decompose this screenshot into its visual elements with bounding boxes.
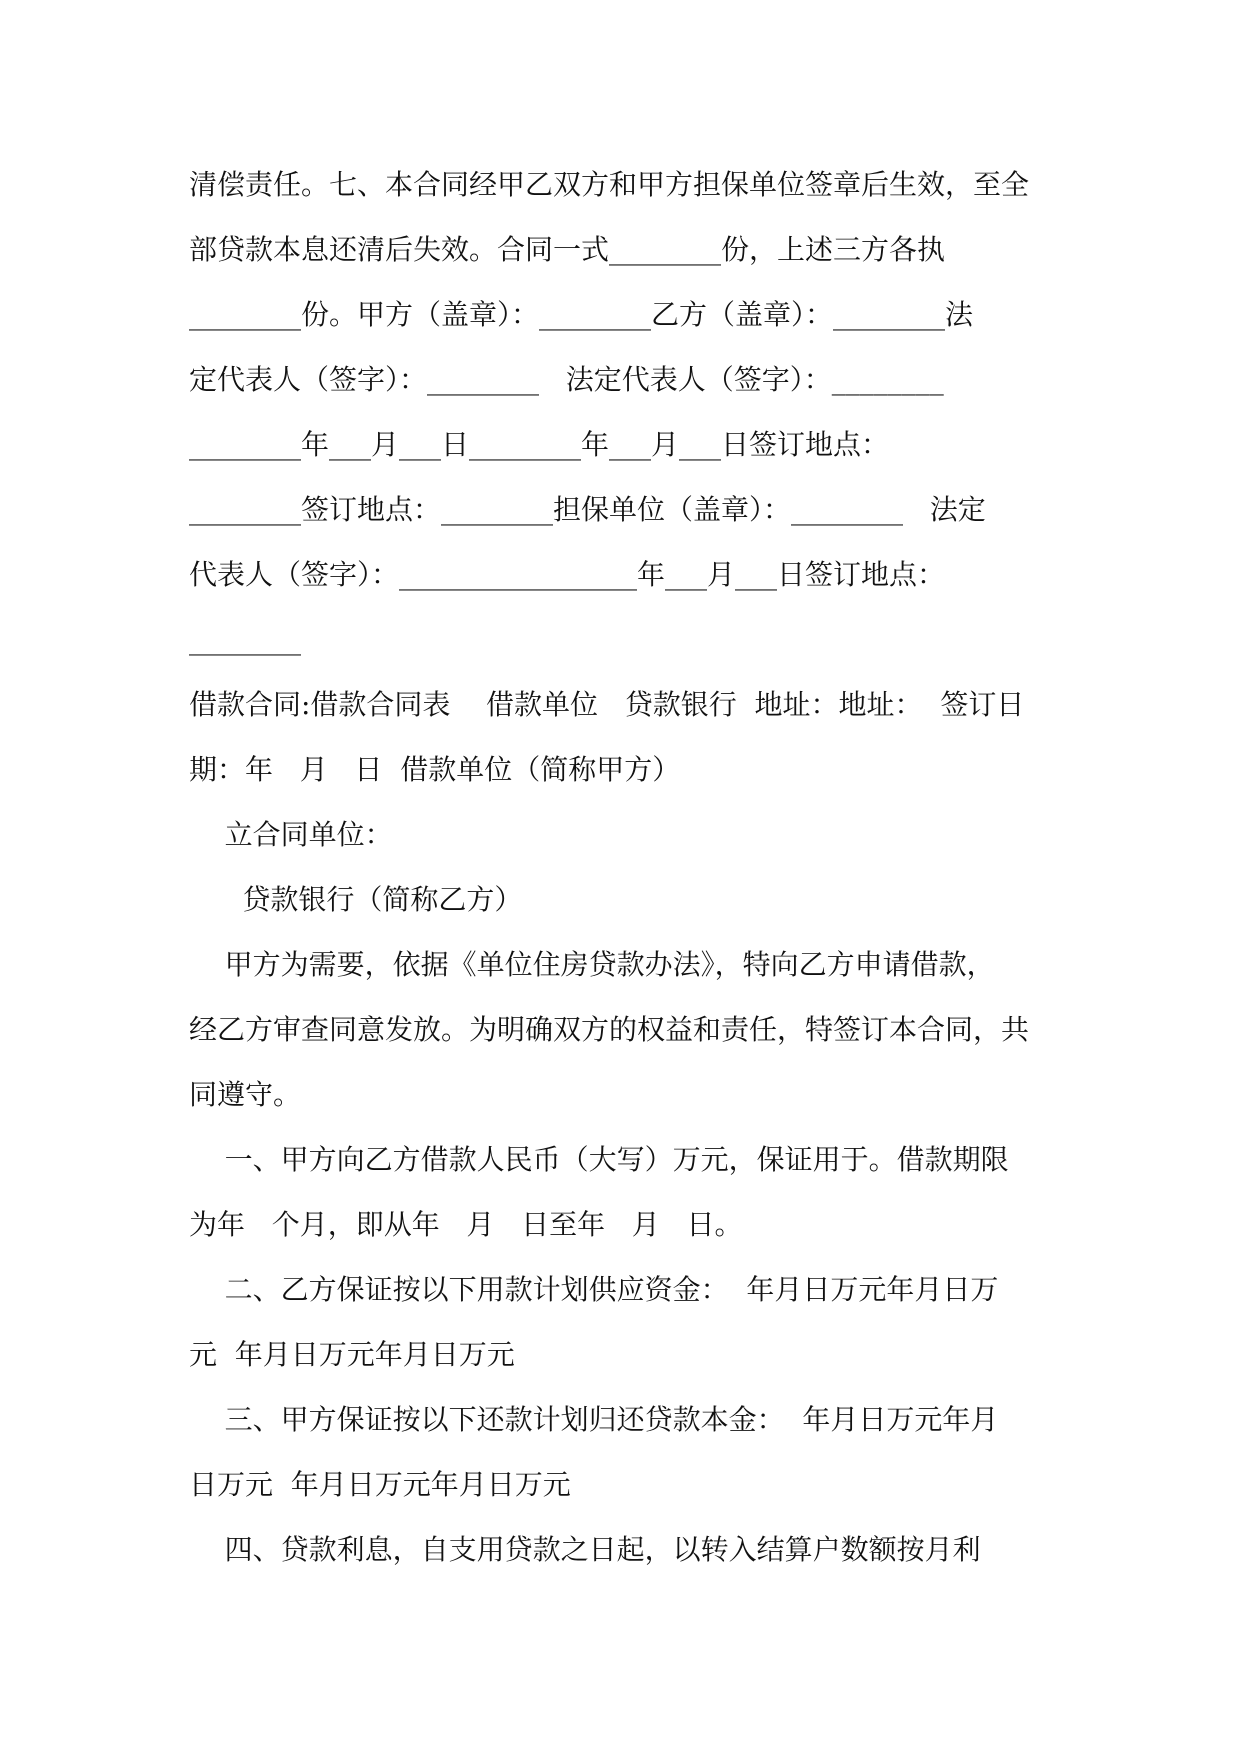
text-line: ________份。甲方（盖章）：________乙方（盖章）：________法 [189, 298, 974, 331]
text-line: 一、甲方向乙方借款人民币（大写）万元，保证用于。借款期限 [189, 1143, 1009, 1176]
text-line: 元 年月日万元年月日万元 [189, 1338, 515, 1371]
text-line: ________签订地点：________担保单位（盖章）：________ 法定 [189, 493, 986, 526]
text-line: 经乙方审查同意发放。为明确双方的权益和责任，特签订本合同，共 [189, 1013, 1030, 1046]
text-line: 贷款银行（简称乙方） [189, 883, 523, 916]
text-line: 三、甲方保证按以下还款计划归还贷款本金： 年月日万元年月 [189, 1403, 999, 1436]
text-line: 同遵守。 [189, 1078, 302, 1111]
text-line: 二、乙方保证按以下用款计划供应资金： 年月日万元年月日万 [189, 1273, 999, 1306]
text-line: 部贷款本息还清后失效。合同一式________份，上述三方各执 [189, 233, 946, 266]
text-line: ________年___月___日________年___月___日签订地点： [189, 428, 890, 461]
text-line: 代表人（签字）：_________________年___月___日签订地点： [189, 558, 946, 591]
text-line: 借款合同:借款合同表 借款单位 贷款银行 地址：地址： 签订日 [189, 688, 1025, 721]
text-line: 定代表人（签字）：________ 法定代表人（签字）：________ [189, 363, 944, 396]
text-line: ________ [189, 623, 301, 656]
text-line: 立合同单位： [189, 818, 393, 851]
text-line: 日万元 年月日万元年月日万元 [189, 1468, 571, 1501]
text-line: 期：年 月 日 借款单位（简称甲方） [189, 753, 681, 786]
text-line: 为年 个月，即从年 月 日至年 月 日。 [189, 1208, 743, 1241]
text-line: 清偿责任。七、本合同经甲乙双方和甲方担保单位签章后生效，至全 [189, 168, 1030, 201]
text-line: 四、贷款利息，自支用贷款之日起，以转入结算户数额按月利 [189, 1533, 981, 1566]
text-line: 甲方为需要，依据《单位住房贷款办法》，特向乙方申请借款， [189, 948, 995, 981]
